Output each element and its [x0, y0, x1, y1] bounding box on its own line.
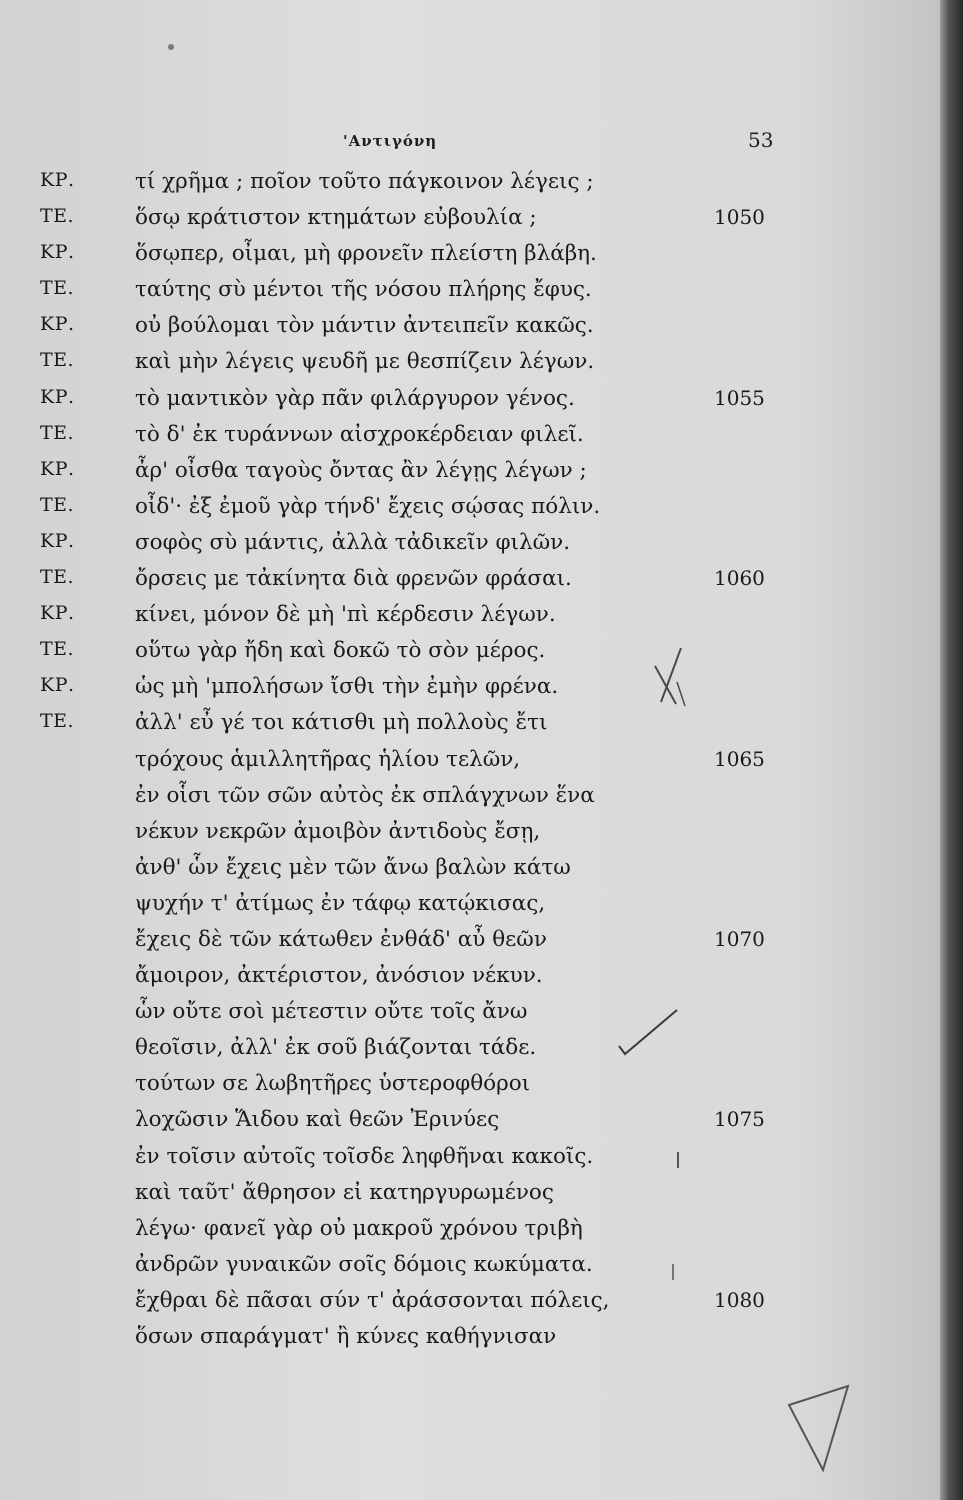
speaker-label: ΤΕ. — [40, 205, 75, 228]
verse-text-line: καὶ ταῦτ' ἄθρησον εἰ κατηργυρωμένος — [135, 1179, 554, 1205]
line-number: 1050 — [714, 205, 765, 230]
verse-text-line: ἐν τοῖσιν αὐτοῖς τοῖσδε ληφθῆναι κακοῖς. — [135, 1143, 594, 1169]
corner-mark — [789, 1386, 848, 1470]
speaker-label: ΤΕ. — [40, 710, 75, 733]
verse-text-line: ὄρσεις με τἀκίνητα διὰ φρενῶν φράσαι. — [135, 566, 572, 592]
verse-text-line: οἶδ'· ἐξ ἐμοῦ γὰρ τήνδ' ἔχεις σῴσας πόλιν. — [135, 493, 601, 519]
speaker-label: ΤΕ. — [40, 349, 75, 372]
verse-text-line: ὅσῳ κράτιστον κτημάτων εὐβουλία ; — [135, 205, 537, 231]
verse-text-line: ὅσῳπερ, οἶμαι, μὴ φρονεῖν πλείστη βλάβη. — [135, 241, 597, 267]
speaker-label: ΚΡ. — [40, 169, 75, 191]
verse-text-line: οὕτω γὰρ ἤδη καὶ δοκῶ τὸ σὸν μέρος. — [135, 638, 546, 664]
line-number: 1060 — [714, 566, 765, 591]
speaker-label: ΤΕ. — [40, 493, 75, 516]
line-number: 1075 — [714, 1107, 765, 1132]
verse-text-line: σοφὸς σὺ μάντις, ἀλλὰ τἀδικεῖν φιλῶν. — [135, 529, 571, 555]
line-number: 1055 — [714, 385, 765, 410]
line-number: 1065 — [714, 746, 765, 771]
speaker-label: ΚΡ. — [40, 313, 75, 336]
speaker-label: ΤΕ. — [40, 421, 75, 444]
verse-text-line: κίνει, μόνον δὲ μὴ 'πὶ κέρδεσιν λέγων. — [135, 602, 556, 628]
verse-text-line: ἔχεις δὲ τῶν κάτωθεν ἐνθάδ' αὖ θεῶν — [135, 926, 547, 952]
verse-text-line: ἀνδρῶν γυναικῶν σοῖς δόμοις κωκύματα. — [135, 1251, 593, 1277]
page-number: 53 — [748, 128, 774, 152]
verse-text-line: τὸ μαντικὸν γὰρ πᾶν φιλάργυρον γένος. — [135, 385, 575, 411]
verse-text-line: ἀλλ' εὖ γέ τοι κάτισθι μὴ πολλοὺς ἔτι — [135, 710, 548, 736]
verse-text-line: ταύτης σὺ μέντοι τῆς νόσου πλήρης ἔφυς. — [135, 277, 592, 303]
verse-text-line: ὧν οὔτε σοὶ μέτεστιν οὔτε τοῖς ἄνω — [135, 999, 528, 1025]
verse-text-line: τούτων σε λωβητῆρες ὑστεροφθόροι — [135, 1071, 531, 1097]
verse-text-line: ἔχθραι δὲ πᾶσαι σύν τ' ἀράσσονται πόλεις, — [135, 1287, 610, 1313]
speaker-label: ΚΡ. — [40, 602, 75, 625]
speaker-label: ΚΡ. — [40, 241, 75, 264]
speaker-label: ΚΡ. — [40, 385, 75, 408]
verse-text-line: θεοῖσιν, ἀλλ' ἐκ σοῦ βιάζονται τάδε. — [135, 1035, 537, 1061]
verse-text-line: καὶ μὴν λέγεις ψευδῆ με θεσπίζειν λέγων. — [135, 349, 595, 375]
verse-text-line: ἄμοιρον, ἀκτέριστον, ἀνόσιον νέκυν. — [135, 963, 543, 989]
line-number: 1080 — [714, 1287, 765, 1312]
verse-text-line: ἆρ' οἶσθα ταγοὺς ὄντας ἂν λέγῃς λέγων ; — [135, 457, 587, 483]
pencil-check-mark — [619, 1010, 677, 1054]
verse-text-line: ἐν οἷσι τῶν σῶν αὐτὸς ἐκ σπλάγχνων ἕνα — [135, 782, 595, 808]
verse-text-line: νέκυν νεκρῶν ἀμοιβὸν ἀντιδοὺς ἔσῃ, — [135, 818, 541, 844]
running-title: 'Αντιγόνη — [343, 132, 438, 150]
speaker-label: ΤΕ. — [40, 277, 75, 300]
verse-text-line: ψυχήν τ' ἀτίμως ἐν τάφῳ κατῴκισας, — [135, 890, 546, 916]
verse-text-line: τρόχους ἁμιλλητῆρας ἡλίου τελῶν, — [135, 746, 521, 772]
speaker-label: ΤΕ. — [40, 638, 75, 661]
verse-text-line: οὐ βούλομαι τὸν μάντιν ἀντειπεῖν κακῶς. — [135, 313, 594, 339]
page-edge-shadow — [940, 0, 963, 1500]
verse-text-line: τὸ δ' ἐκ τυράννων αἰσχροκέρδειαν φιλεῖ. — [135, 421, 584, 447]
verse-text-line: ὡς μὴ 'μπολήσων ἴσθι τὴν ἐμὴν φρένα. — [135, 674, 559, 700]
verse-text-line: λέγω· φανεῖ γὰρ οὐ μακροῦ χρόνου τριβὴ — [135, 1215, 583, 1241]
speaker-label: ΚΡ. — [40, 457, 75, 480]
speaker-label: ΤΕ. — [40, 566, 75, 589]
line-number: 1070 — [714, 926, 765, 951]
verse-text-line: τί χρῆμα ; ποῖον τοῦτο πάγκοινον λέγεις ; — [135, 169, 594, 194]
verse-text-line: ὅσων σπαράγματ' ἢ κύνες καθήγνισαν — [135, 1324, 557, 1349]
verse-text-line: ἀνθ' ὧν ἔχεις μὲν τῶν ἄνω βαλὼν κάτω — [135, 854, 571, 880]
speaker-label: ΚΡ. — [40, 674, 75, 697]
verse-text-line: λοχῶσιν Ἅιδου καὶ θεῶν Ἐρινύες — [135, 1107, 500, 1133]
speaker-label: ΚΡ. — [40, 529, 75, 552]
